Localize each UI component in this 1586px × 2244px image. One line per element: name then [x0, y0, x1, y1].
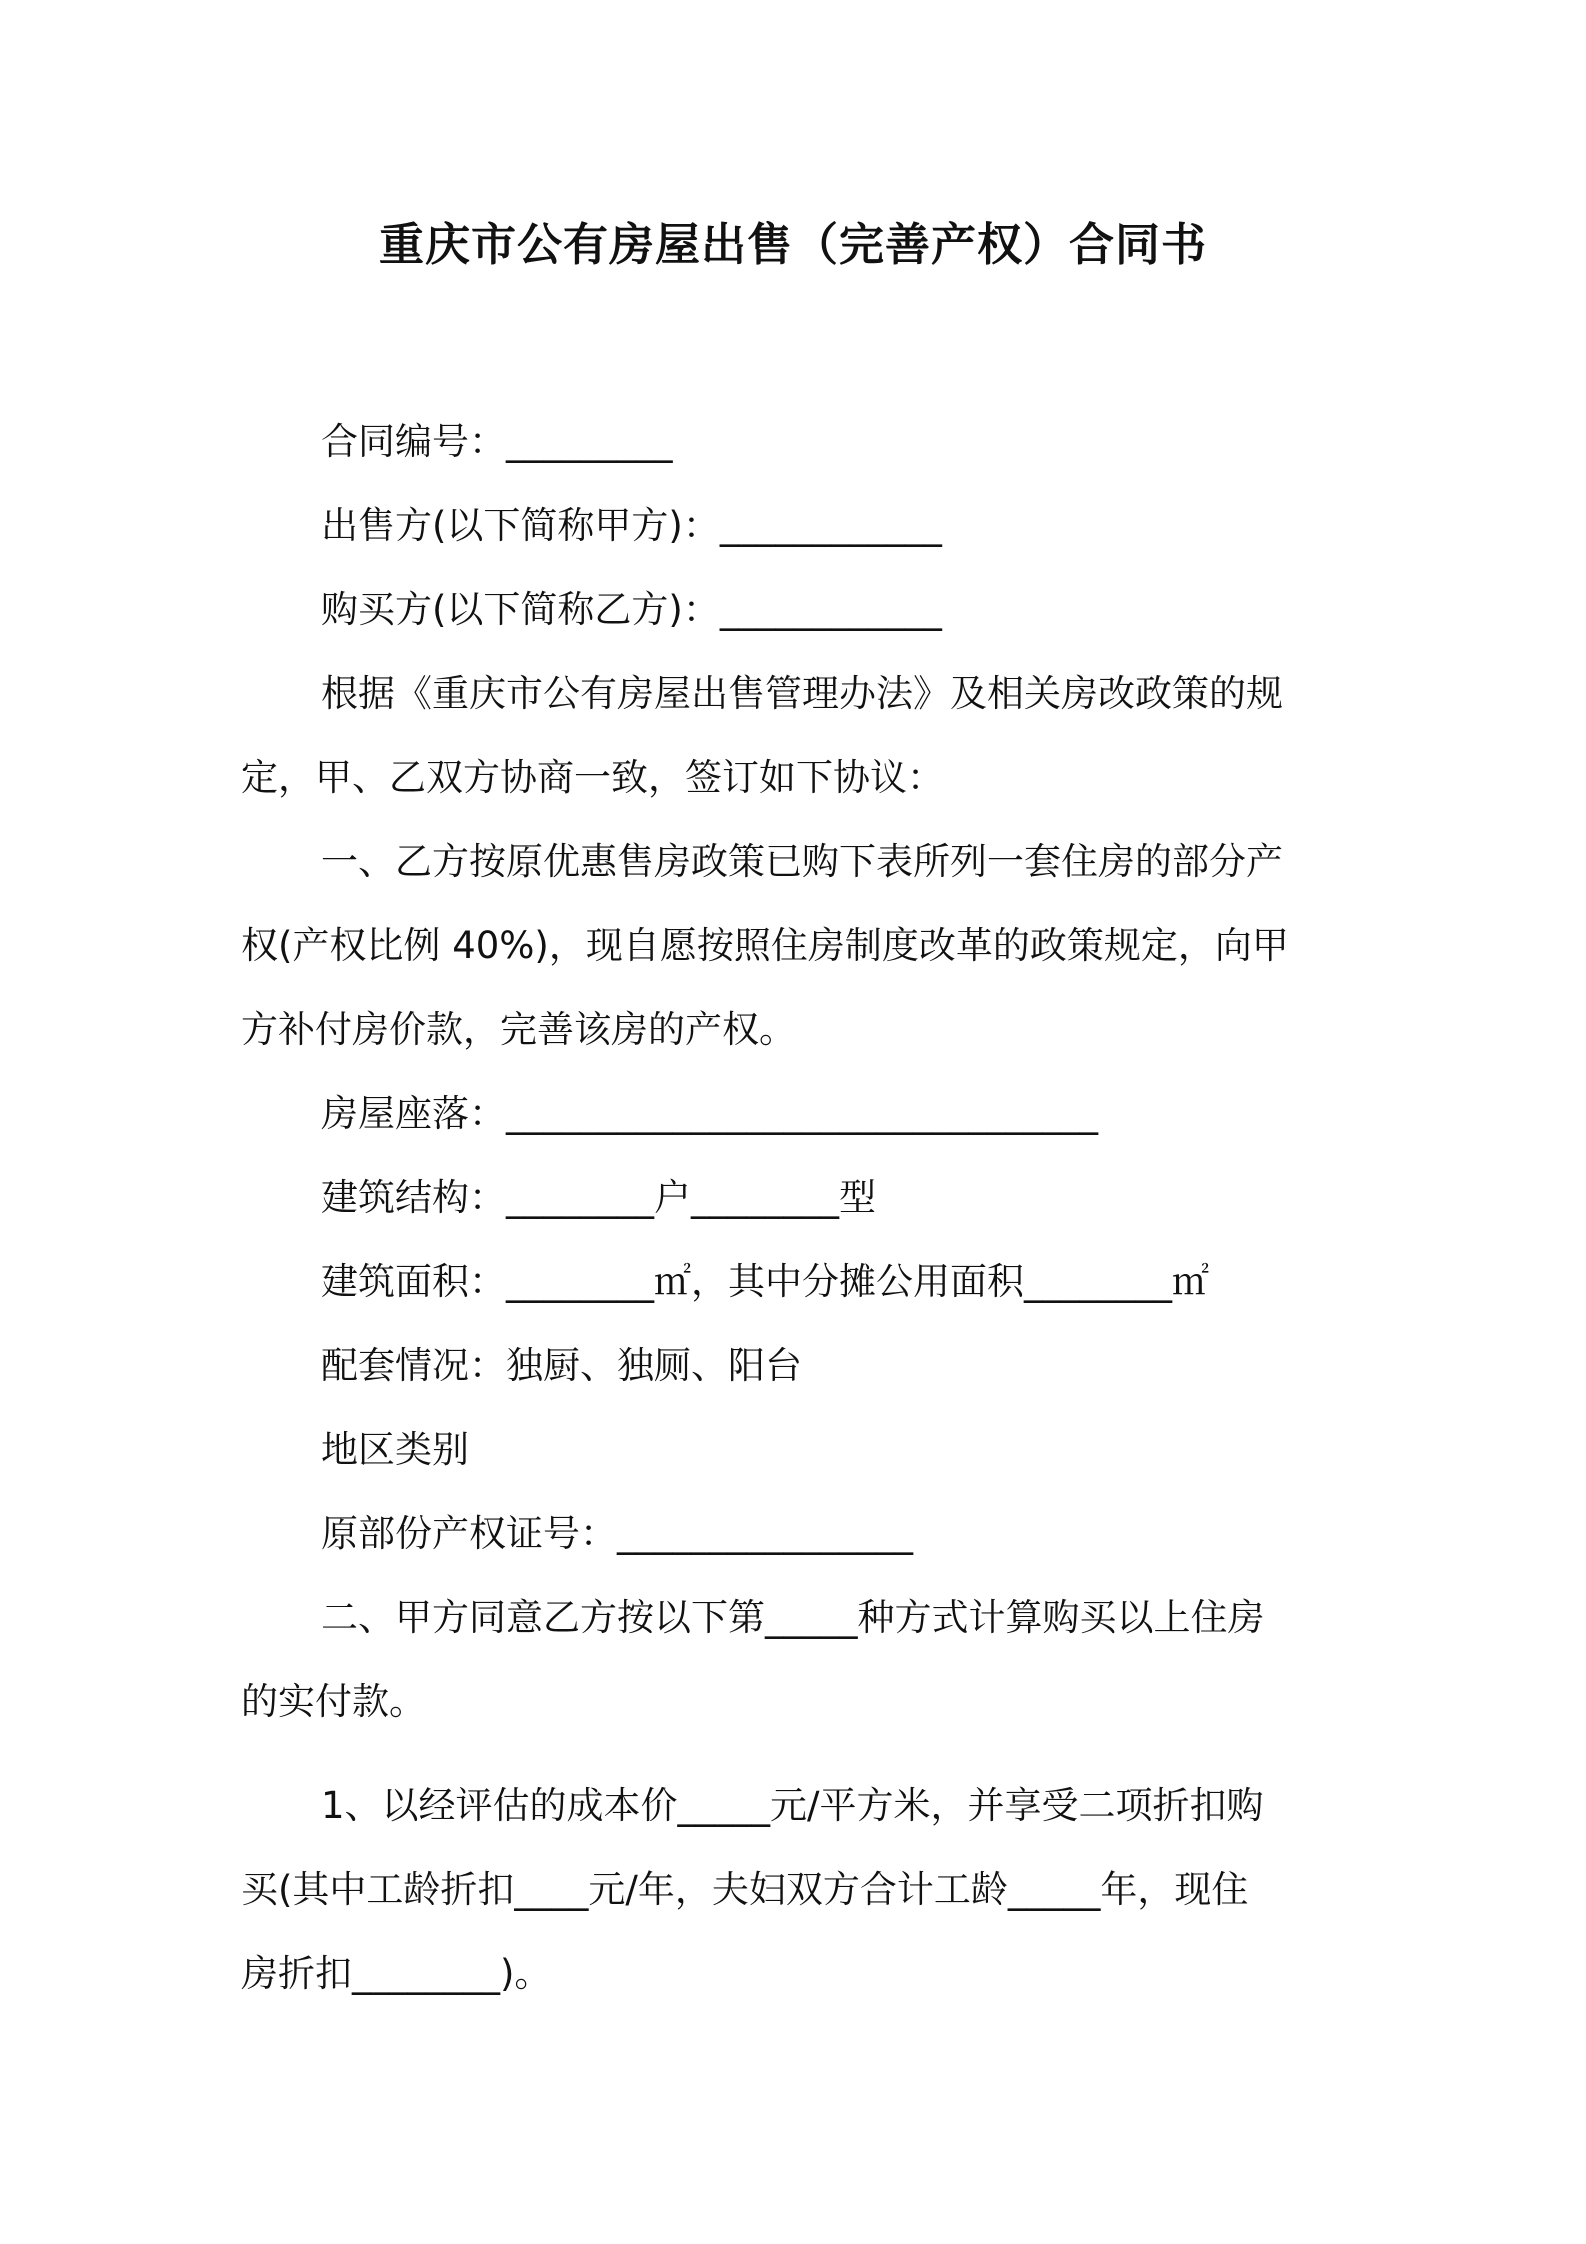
house-location-line: 房屋座落：________________________________	[321, 1092, 1098, 1135]
clause-one-line-3: 方补付房价款，完善该房的产权。	[241, 1008, 796, 1051]
seller-line: 出售方(以下简称甲方)：____________	[321, 504, 942, 547]
document-title: 重庆市公有房屋出售（完善产权）合同书	[378, 218, 1207, 271]
buyer-line: 购买方(以下简称乙方)：____________	[321, 588, 942, 631]
basis-paragraph-line-1: 根据《重庆市公有房屋出售管理办法》及相关房改政策的规	[321, 672, 1283, 715]
method-one-line-2: 买(其中工龄折扣____元/年，夫妇双方合计工龄_____年，现住	[241, 1868, 1249, 1911]
clause-two-line-2: 的实付款。	[241, 1680, 426, 1723]
original-certificate-line: 原部份产权证号：________________	[321, 1512, 913, 1555]
building-area-line: 建筑面积：________㎡，其中分摊公用面积________㎡	[321, 1260, 1209, 1303]
facilities-line: 配套情况：独厨、独厕、阳台	[321, 1344, 802, 1387]
document-body	[241, 400, 1361, 2016]
district-category-line: 地区类别	[321, 1428, 469, 1471]
method-one-line-1: 1、以经评估的成本价_____元/平方米，并享受二项折扣购	[321, 1784, 1264, 1827]
contract-number-line: 合同编号：_________	[321, 420, 673, 463]
building-structure-line: 建筑结构：________户________型	[321, 1176, 876, 1219]
method-one-line-3: 房折扣________)。	[241, 1952, 552, 1995]
basis-paragraph-line-2: 定，甲、乙双方协商一致，签订如下协议：	[241, 756, 944, 799]
clause-one-line-2: 权(产权比例 40%)，现自愿按照住房制度改革的政策规定，向甲	[241, 924, 1289, 967]
clause-one-line-1: 一、乙方按原优惠售房政策已购下表所列一套住房的部分产	[321, 840, 1283, 883]
clause-two-line-1: 二、甲方同意乙方按以下第_____种方式计算购买以上住房	[321, 1596, 1265, 1639]
